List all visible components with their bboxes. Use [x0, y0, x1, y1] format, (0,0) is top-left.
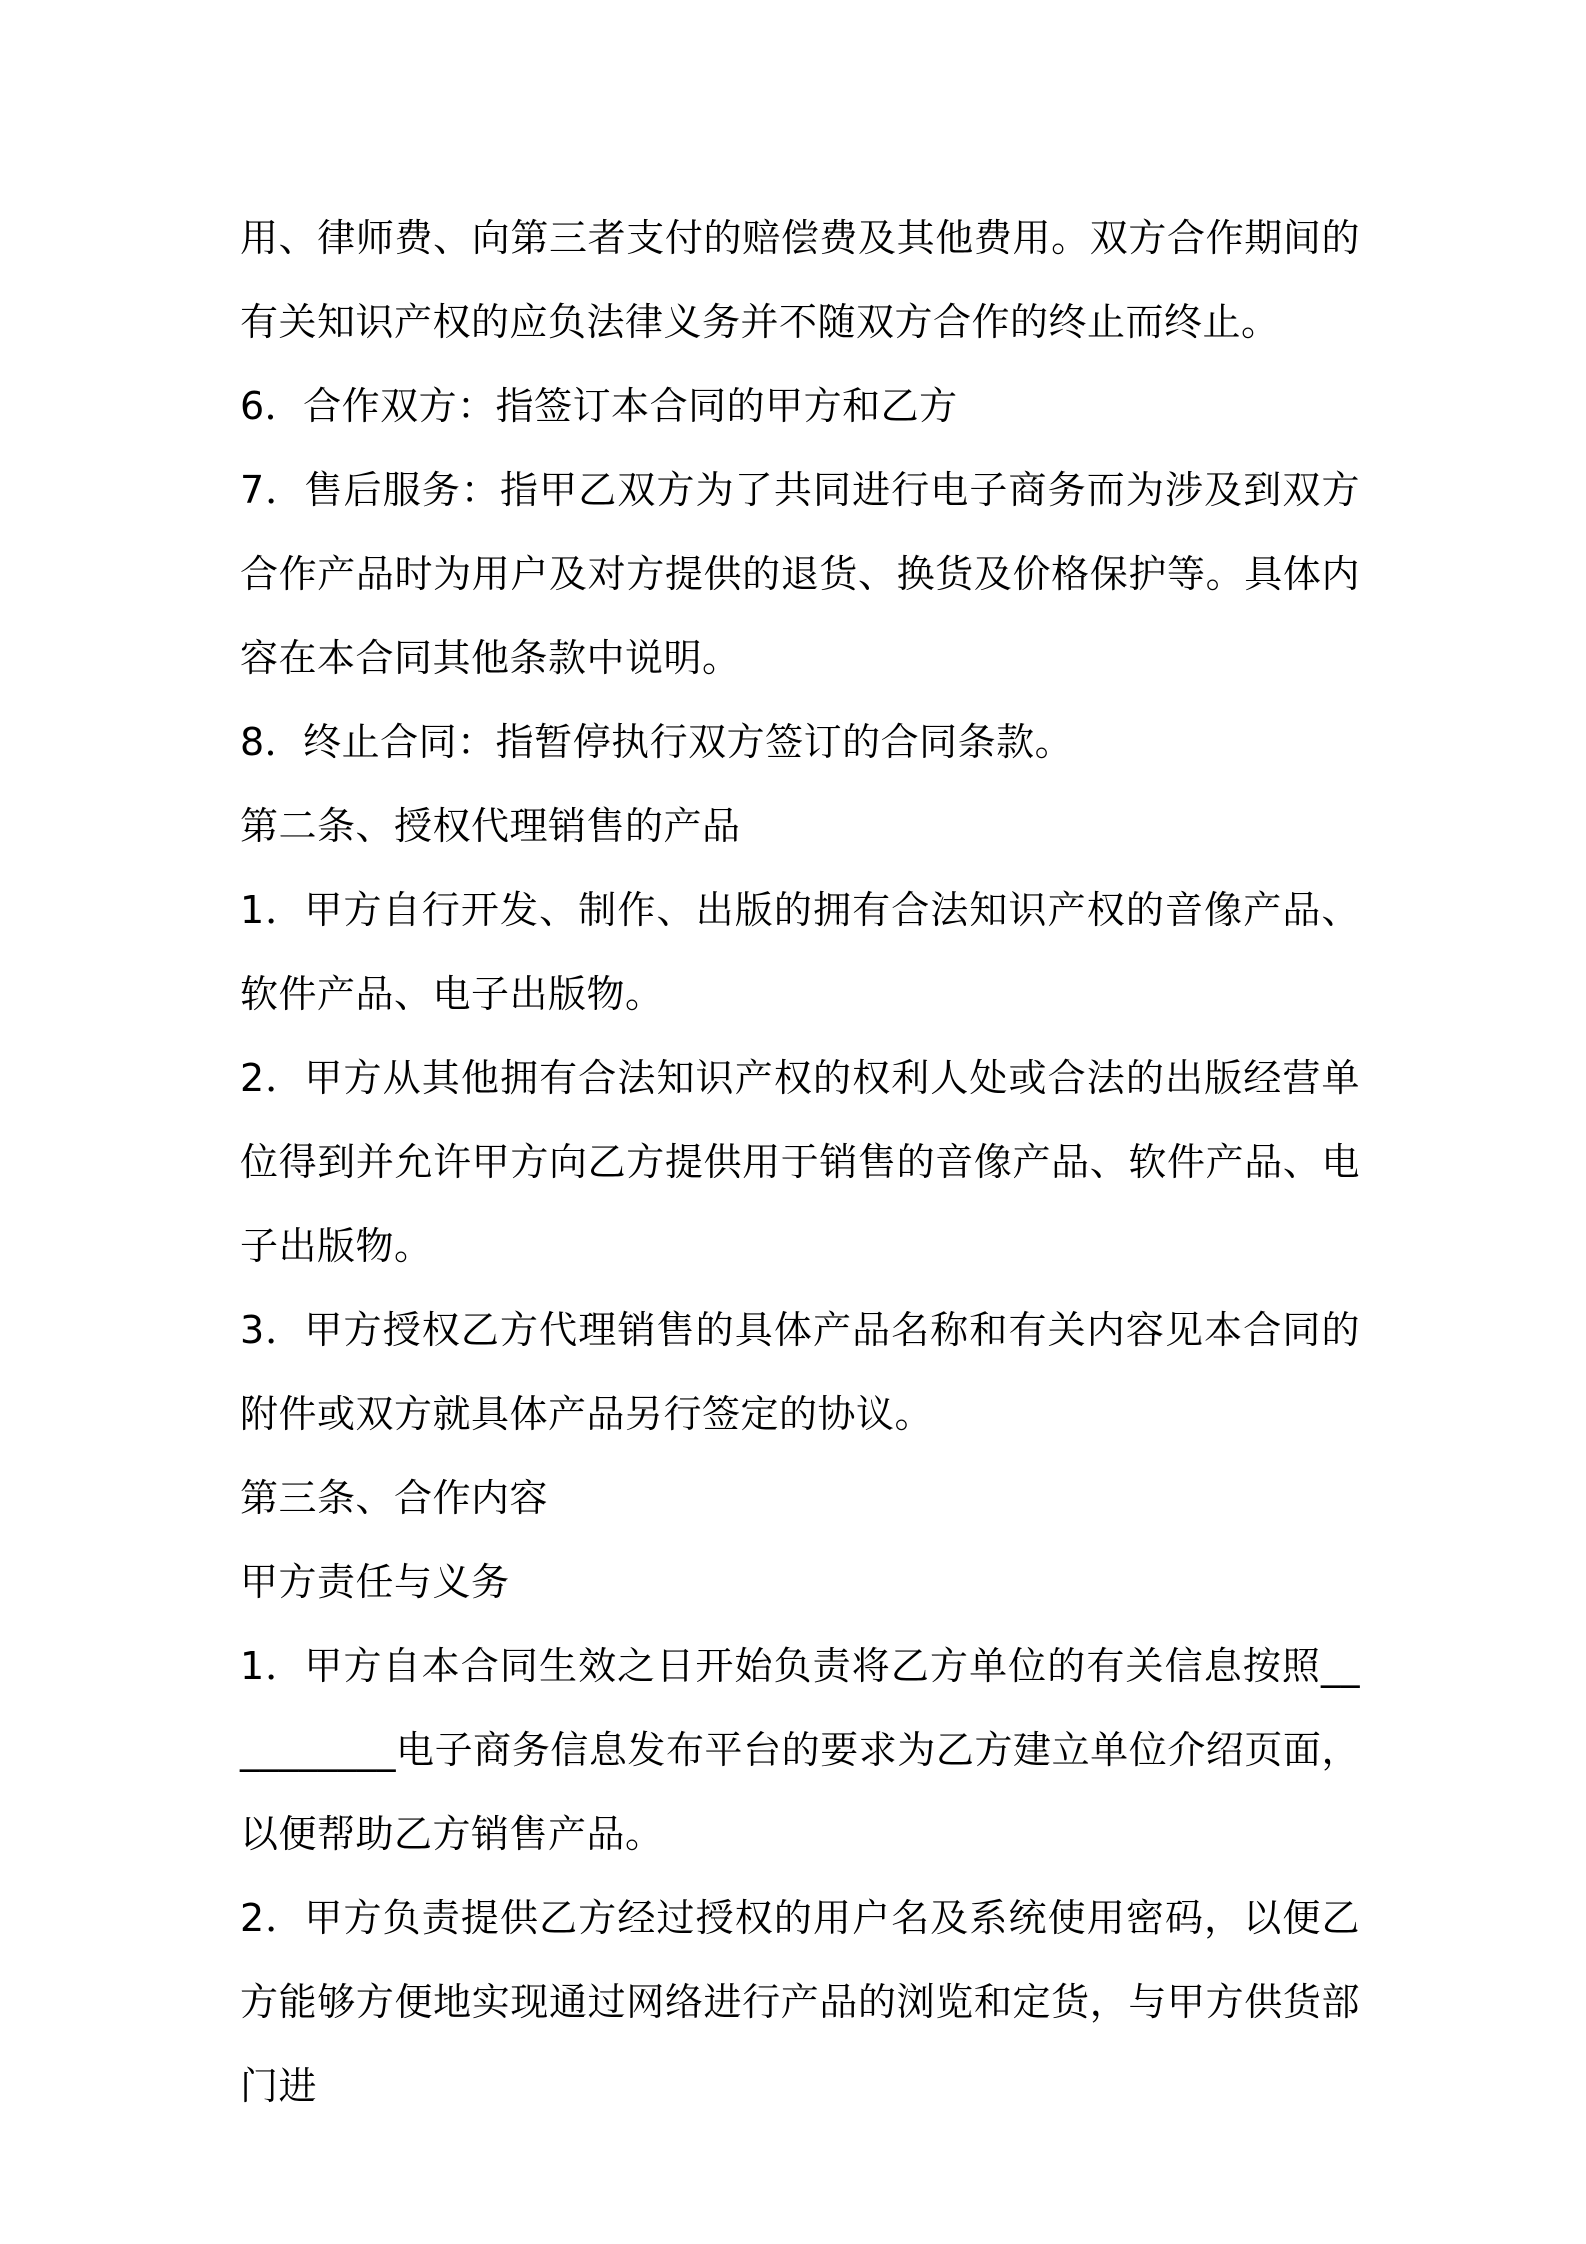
paragraph-def-7-after-sales: 7．售后服务：指甲乙双方为了共同进行电子商务而为涉及到双方合作产品时为用户及对方提供的退货、换货及价格保护等。具体内容在本合同其他条款中说明。 [240, 468, 1360, 680]
paragraph-def-8-termination: 8．终止合同：指暂停执行双方签订的合同条款。 [240, 720, 1074, 764]
heading-article-3: 第三条、合作内容 [240, 1476, 549, 1520]
paragraph-ip-fees-continued: 用、律师费、向第三者支付的赔偿费及其他费用。双方合作期间的有关知识产权的应负法律义务并不随双方合作的终止而终止。 [240, 216, 1360, 344]
paragraph-product-1: 1．甲方自行开发、制作、出版的拥有合法知识产权的音像产品、软件产品、电子出版物。 [240, 888, 1360, 1016]
subheading-party-a-duties: 甲方责任与义务 [240, 1560, 510, 1604]
paragraph-def-6-parties: 6．合作双方：指签订本合同的甲方和乙方 [240, 384, 958, 428]
paragraph-product-2: 2．甲方从其他拥有合法知识产权的权利人处或合法的出版经营单位得到并允许甲方向乙方提供用于销售的音像产品、软件产品、电子出版物。 [240, 1056, 1360, 1268]
paragraph-product-3: 3．甲方授权乙方代理销售的具体产品名称和有关内容见本合同的附件或双方就具体产品另行签定的协议。 [240, 1308, 1360, 1436]
paragraph-duty-2: 2．甲方负责提供乙方经过授权的用户名及系统使用密码，以便乙方能够方便地实现通过网络进行产品的浏览和定货，与甲方供货部门进 [240, 1896, 1360, 2108]
document-body [240, 196, 1360, 2128]
heading-article-2: 第二条、授权代理销售的产品 [240, 804, 741, 848]
paragraph-duty-1: 1．甲方自本合同生效之日开始负责将乙方单位的有关信息按照__________电子商务信息发布平台的要求为乙方建立单位介绍页面，以便帮助乙方销售产品。 [240, 1644, 1360, 1856]
